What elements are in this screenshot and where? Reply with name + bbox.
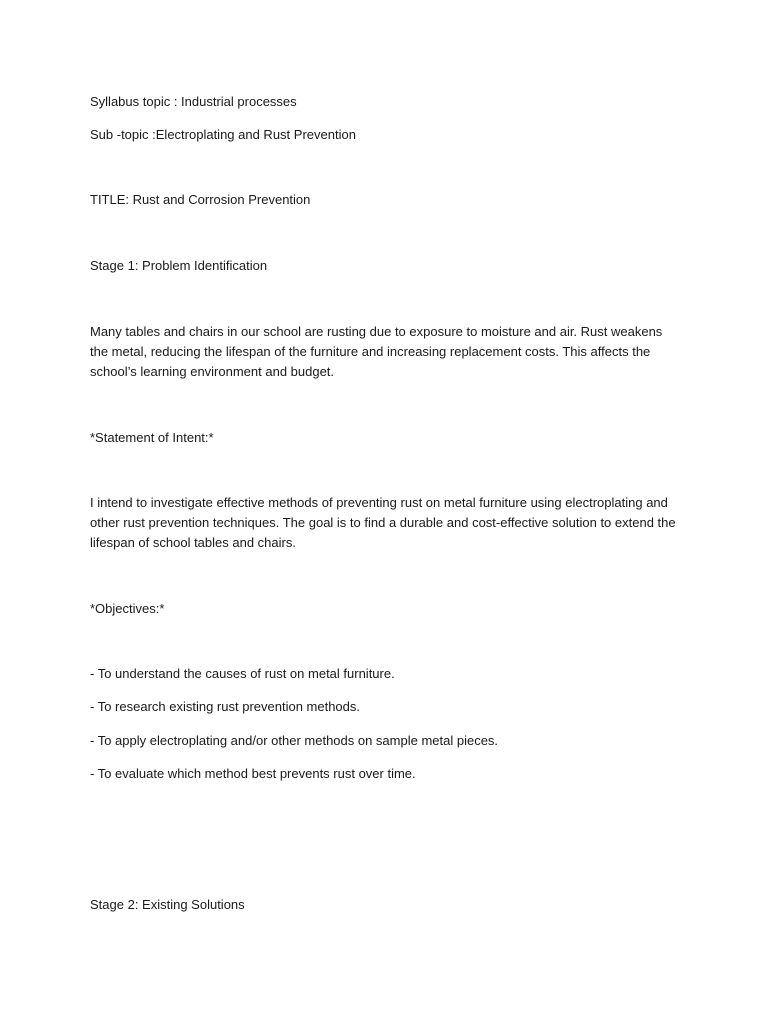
document-title: TITLE: Rust and Corrosion Prevention <box>90 192 311 207</box>
objective-item: - To understand the causes of rust on metal furniture. <box>90 666 395 681</box>
statement-heading: *Statement of Intent:* <box>90 430 214 445</box>
statement-paragraph: I intend to investigate effective methods of preventing rust on metal furniture using electroplating and other rust prevention techniques. The goal is to find a durable and cost-effective solution to extend the lifespan of school tables and chairs. <box>90 495 676 550</box>
sub-topic: Sub -topic :Electroplating and Rust Prevention <box>90 127 356 142</box>
stage1-heading: Stage 1: Problem Identification <box>90 258 268 273</box>
objectives-heading: *Objectives:* <box>90 601 165 616</box>
problem-paragraph: Many tables and chairs in our school are rusting due to exposure to moisture and air. Rust weakens the metal, reducing the lifespan of the furniture and increasing replacement costs. This affects the school’s learning environment and budget. <box>90 324 663 379</box>
objective-item: - To apply electroplating and/or other methods on sample metal pieces. <box>90 733 499 748</box>
objective-item: - To evaluate which method best prevents rust over time. <box>90 766 416 781</box>
objective-item: - To research existing rust prevention methods. <box>90 699 361 714</box>
syllabus-topic: Syllabus topic : Industrial processes <box>90 94 297 109</box>
stage2-heading: Stage 2: Existing Solutions <box>90 897 245 912</box>
